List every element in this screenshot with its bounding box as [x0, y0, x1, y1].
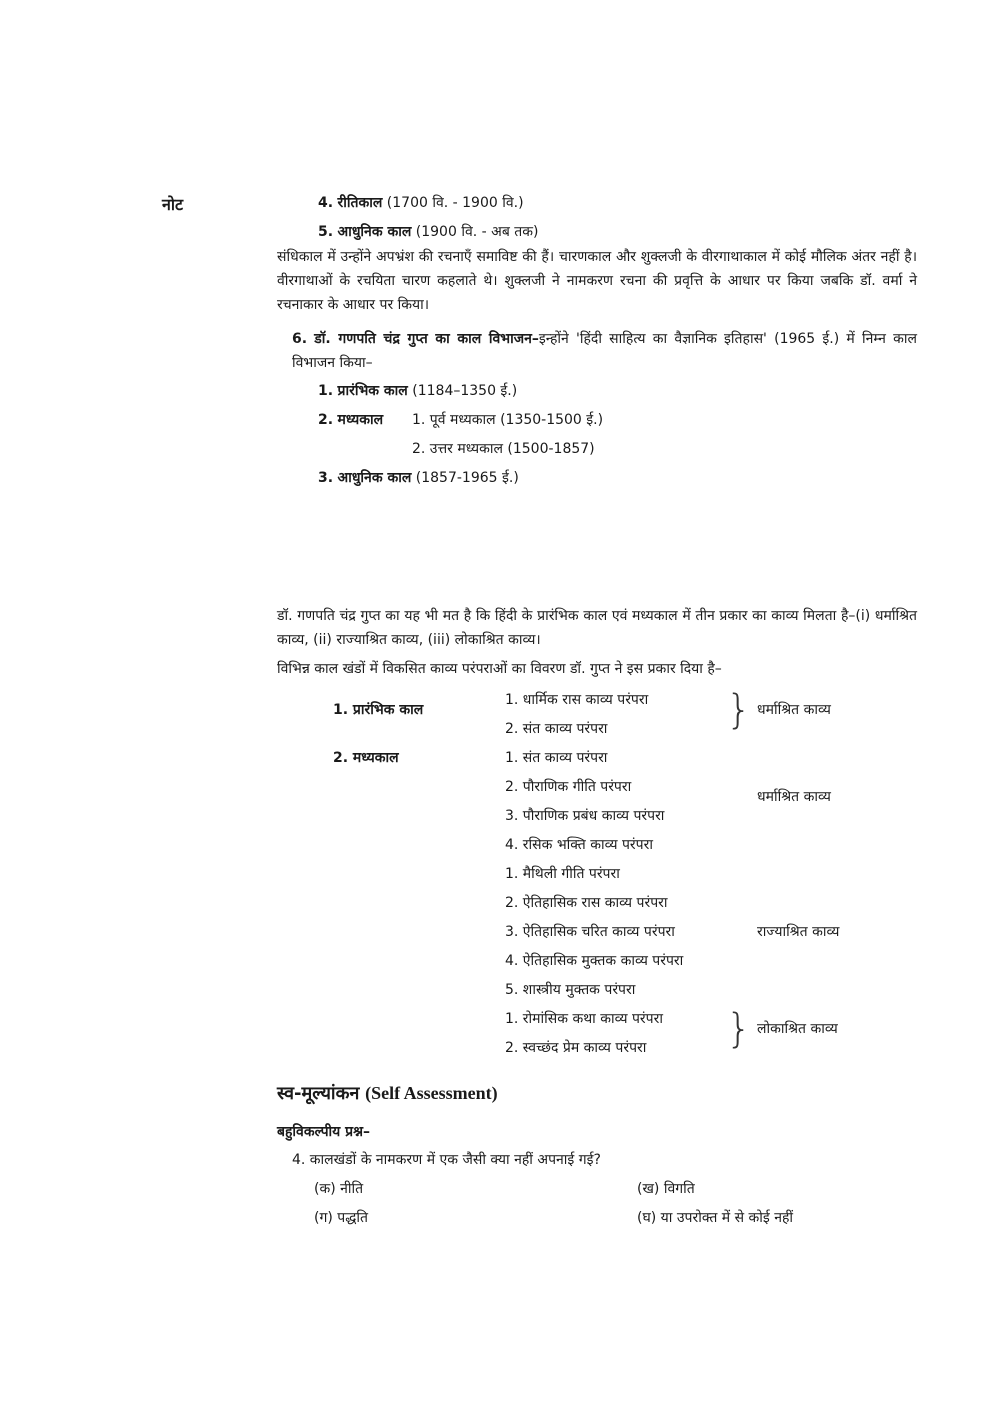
paragraph: संधिकाल में उन्होंने अपभ्रंश की रचनाएँ समाविष्ट की हैं। चारणकाल और शुक्लजी के वीरगाथाकाल में कोई मौलिक अंतर नहीं है। वीरगाथाओं के रचयिता चारण कहलाते थे। शुक्लजी ने नामकरण रचना की प्रवृत्ति के आधार पर किया जबकि डॉ. वर्मा ने रचनाकार के आधार पर किया। — [277, 249, 917, 313]
margin-note: नोट — [162, 195, 184, 214]
item-num: 2. — [318, 412, 334, 428]
category-label: धर्माश्रित काव्य — [757, 789, 831, 805]
list-item — [318, 468, 519, 487]
item-title: प्रारंभिक काल — [337, 383, 408, 399]
self-assessment-heading — [277, 1081, 498, 1105]
tradition-item: 1. रोमांसिक कथा काव्य परंपरा — [505, 1011, 663, 1027]
section-num: 6. — [292, 331, 308, 347]
item-title: रीतिकाल — [337, 195, 383, 211]
mcq-subheading: बहुविकल्पीय प्रश्न– — [277, 1124, 371, 1140]
item-range: (1900 वि. - अब तक) — [415, 224, 539, 240]
paragraph: डॉ. गणपति चंद्र गुप्त का यह भी मत है कि हिंदी के प्रारंभिक काल एवं मध्यकाल में तीन प्रकार का काव्य मिलता है–(i) धर्माश्रित काव्य, (ii) राज्याश्रित काव्य, (iii) लोकाश्रित काव्य। — [277, 608, 917, 648]
tradition-item: 4. रसिक भक्ति काव्य परंपरा — [505, 837, 653, 853]
list-item — [318, 381, 517, 400]
category-label: लोकाश्रित काव्य — [757, 1021, 838, 1037]
period-label: 2. मध्यकाल — [333, 750, 399, 766]
list-item — [318, 410, 383, 429]
heading-english: (Self Assessment) — [365, 1083, 498, 1103]
item-range: (1700 वि. - 1900 वि.) — [386, 195, 524, 211]
item-title: आधुनिक काल — [337, 470, 412, 486]
section-text: इन्होंने 'हिंदी साहित्य का वैज्ञानिक इतिहास' (1965 ई.) में निम्न काल विभाजन किया– — [292, 331, 917, 371]
tradition-item: 2. पौराणिक गीति परंपरा — [505, 779, 632, 795]
tradition-item: 5. शास्त्रीय मुक्तक परंपरा — [505, 982, 636, 998]
item-range: (1184–1350 ई.) — [412, 383, 518, 399]
brace-icon: } — [726, 1006, 752, 1052]
option-kha: (ख) विगति — [637, 1181, 695, 1197]
item-title: आधुनिक काल — [337, 224, 412, 240]
item-range: (1857-1965 ई.) — [415, 470, 519, 486]
section-title: डॉ. गणपति चंद्र गुप्त का काल विभाजन– — [314, 331, 539, 347]
section-6 — [292, 327, 917, 375]
tradition-item: 4. ऐतिहासिक मुक्तक काव्य परंपरा — [505, 953, 684, 969]
tradition-item: 3. पौराणिक प्रबंध काव्य परंपरा — [505, 808, 665, 824]
list-item — [318, 193, 524, 212]
category-label: राज्याश्रित काव्य — [757, 924, 840, 940]
option-ka: (क) नीति — [314, 1181, 364, 1197]
question: 4. कालखंडों के नामकरण में एक जैसी क्या नहीं अपनाई गई? — [292, 1152, 601, 1168]
sub-item: 2. उत्तर मध्यकाल (1500-1857) — [412, 441, 595, 457]
item-num: 5. — [318, 224, 334, 240]
brace-icon: } — [726, 687, 752, 733]
sub-item: 1. पूर्व मध्यकाल (1350-1500 ई.) — [412, 412, 604, 428]
period-label: 1. प्रारंभिक काल — [333, 702, 424, 718]
heading-hindi: स्व-मूल्यांकन — [277, 1083, 360, 1104]
item-num: 4. — [318, 195, 334, 211]
option-gha: (घ) या उपरोक्त में से कोई नहीं — [637, 1210, 794, 1226]
item-title: मध्यकाल — [337, 412, 384, 428]
item-num: 3. — [318, 470, 334, 486]
tradition-item: 1. संत काव्य परंपरा — [505, 750, 608, 766]
tradition-item: 2. स्वच्छंद प्रेम काव्य परंपरा — [505, 1040, 647, 1056]
tradition-item: 3. ऐतिहासिक चरित काव्य परंपरा — [505, 924, 675, 940]
option-ga: (ग) पद्धति — [314, 1210, 368, 1226]
tradition-item: 1. मैथिली गीति परंपरा — [505, 866, 620, 882]
item-num: 1. — [318, 383, 334, 399]
tradition-item: 1. धार्मिक रास काव्य परंपरा — [505, 692, 649, 708]
tradition-item: 2. ऐतिहासिक रास काव्य परंपरा — [505, 895, 668, 911]
list-item — [318, 222, 538, 241]
paragraph: विभिन्न काल खंडों में विकसित काव्य परंपराओं का विवरण डॉ. गुप्त ने इस प्रकार दिया है– — [277, 661, 722, 677]
category-label: धर्माश्रित काव्य — [757, 702, 831, 718]
tradition-item: 2. संत काव्य परंपरा — [505, 721, 608, 737]
